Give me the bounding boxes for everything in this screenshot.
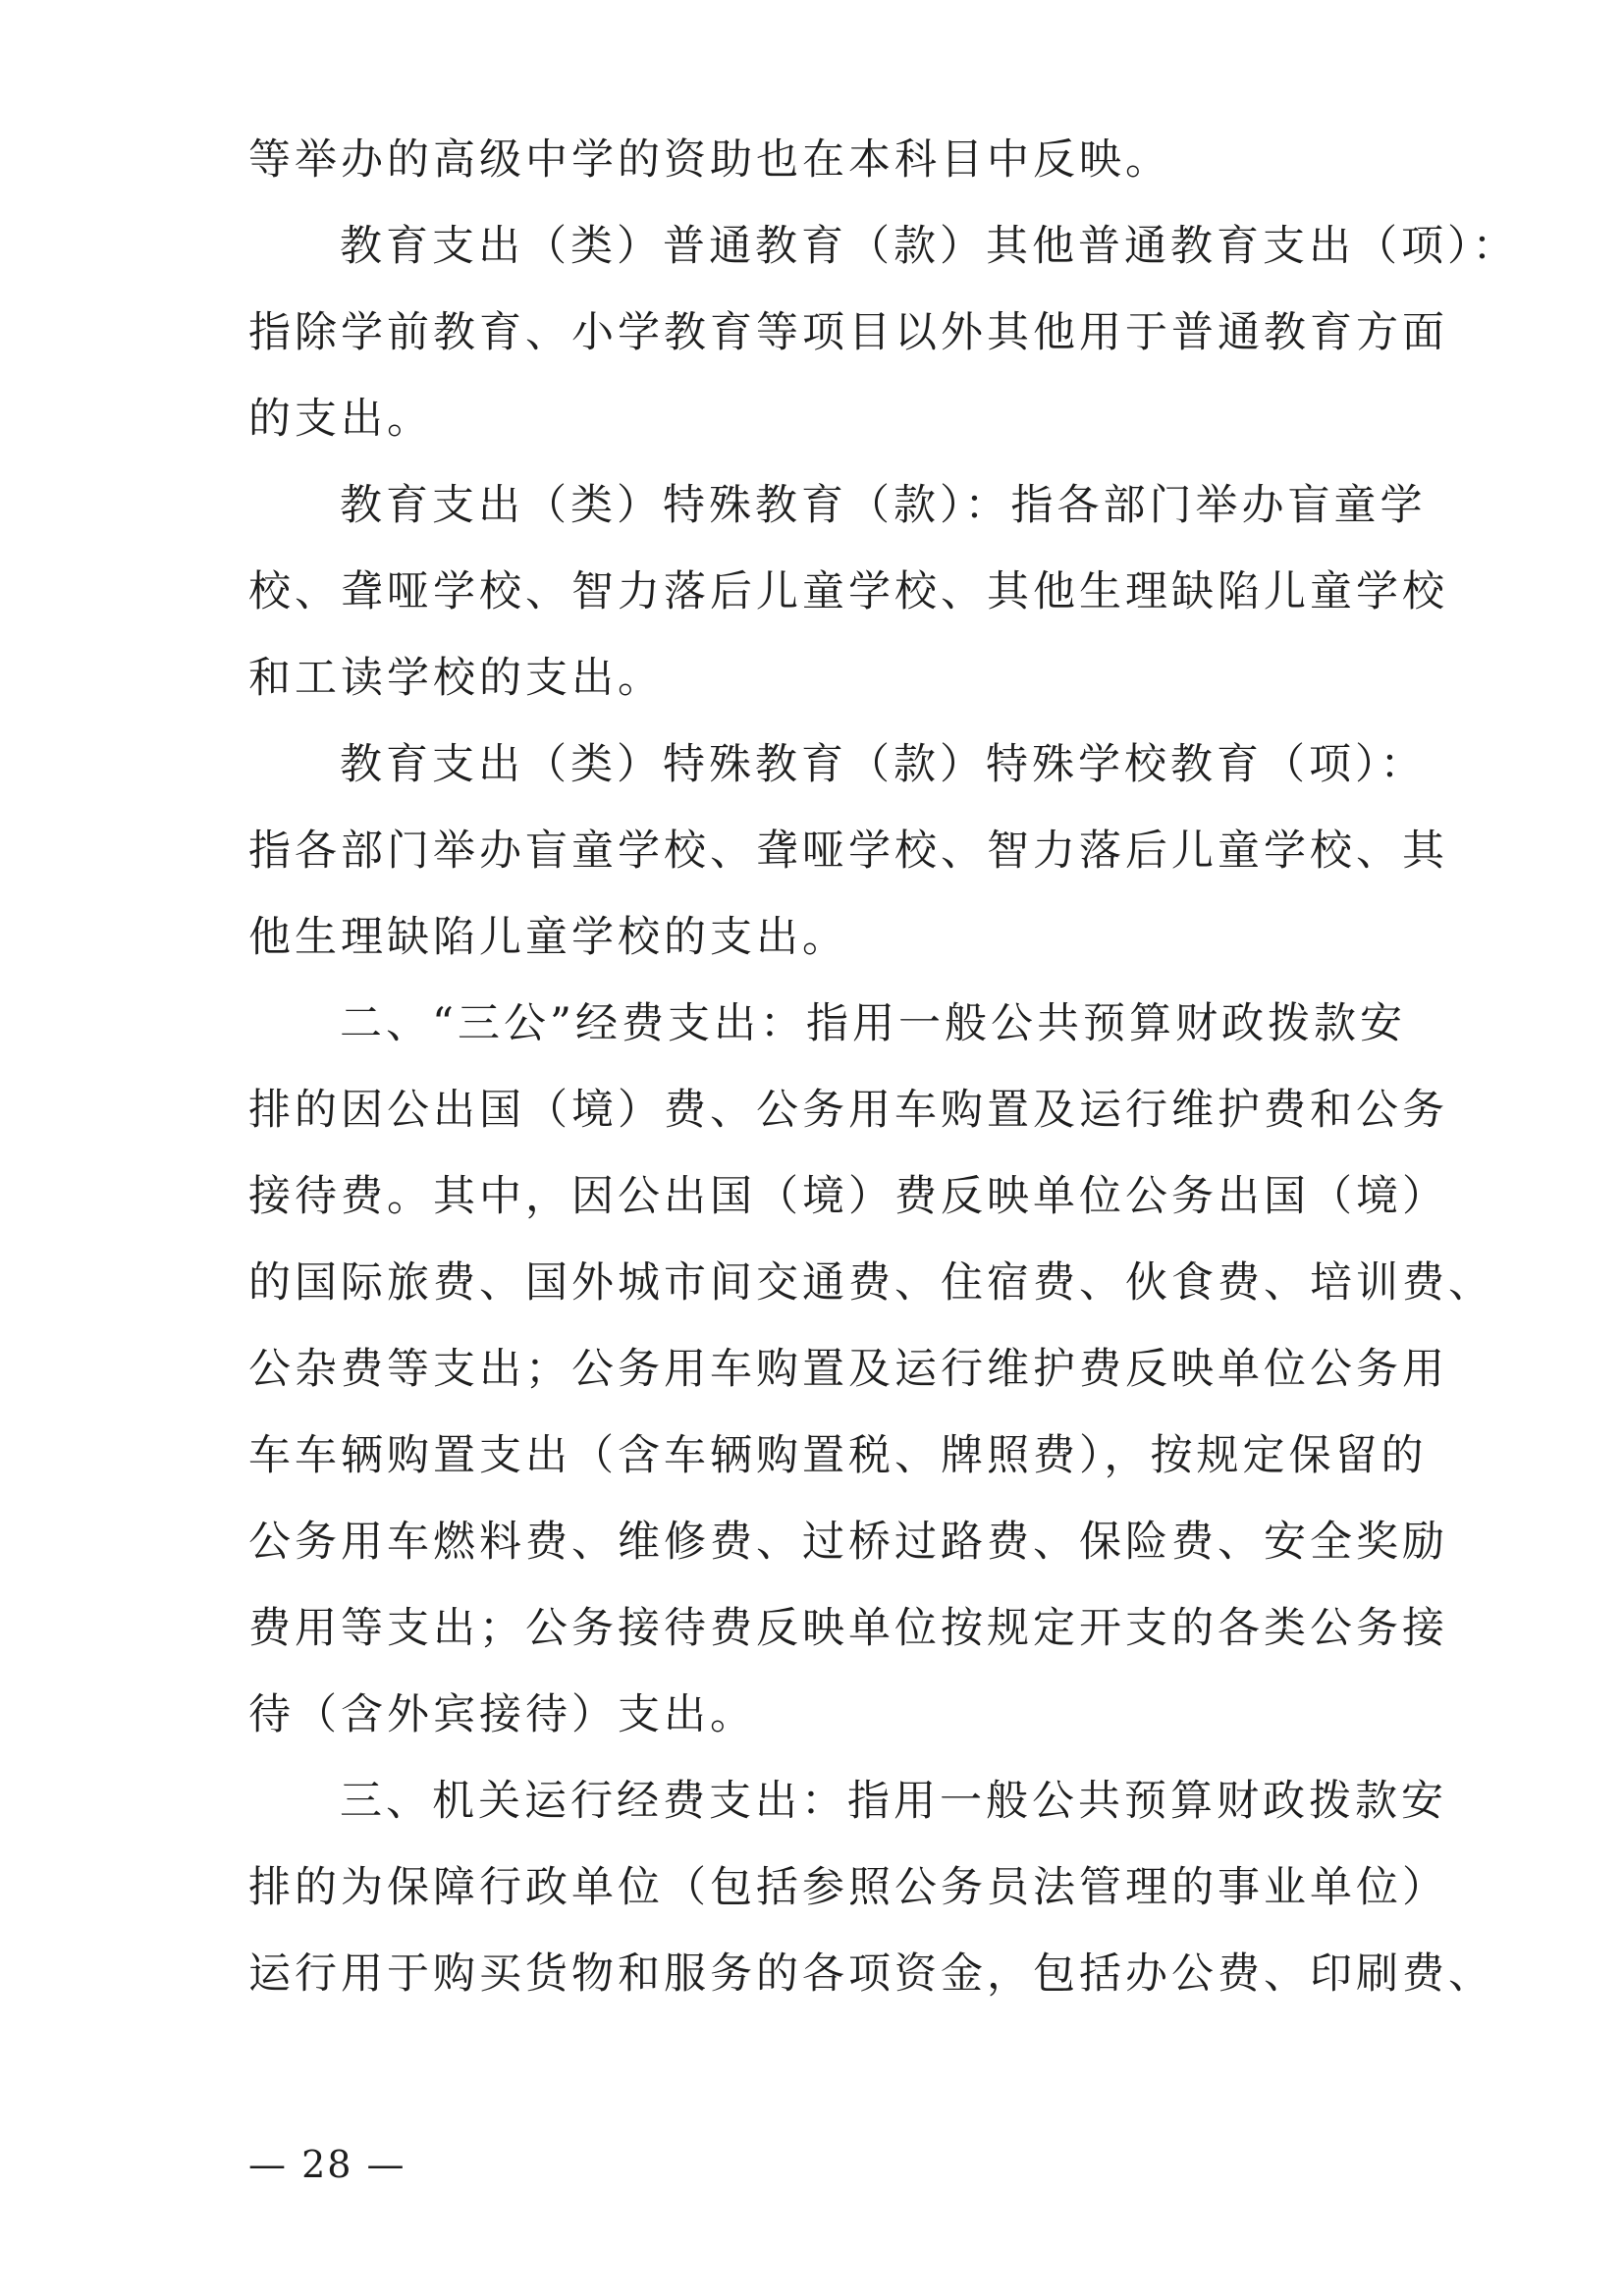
paragraph-5-line-1: 二、“三公”经费支出：指用一般公共预算财政拨款安 — [340, 999, 1406, 1048]
paragraph-3-line-3: 和工读学校的支出。 — [248, 654, 664, 703]
paragraph-5-line-4: 的国际旅费、国外城市间交通费、住宿费、伙食费、培训费、 — [248, 1258, 1494, 1308]
paragraph-5-line-8: 费用等支出；公务接待费反映单位按规定开支的各类公务接 — [248, 1604, 1448, 1653]
page-number: — 28 — — [248, 2143, 406, 2186]
paragraph-2-line-3: 的支出。 — [248, 395, 433, 444]
paragraph-6-line-2: 排的为保障行政单位（包括参照公务员法管理的事业单位） — [248, 1863, 1448, 1912]
paragraph-4-line-3: 他生理缺陷儿童学校的支出。 — [248, 913, 848, 962]
paragraph-6-line-3: 运行用于购买货物和服务的各项资金，包括办公费、印刷费、 — [248, 1949, 1494, 1999]
paragraph-2-line-1: 教育支出（类）普通教育（款）其他普通教育支出（项）： — [340, 222, 1519, 271]
paragraph-2-line-2: 指除学前教育、小学教育等项目以外其他用于普通教育方面 — [248, 308, 1448, 357]
paragraph-5-line-7: 公务用车燃料费、维修费、过桥过路费、保险费、安全奖励 — [248, 1518, 1448, 1567]
paragraph-3-line-2: 校、聋哑学校、智力落后儿童学校、其他生理缺陷儿童学校 — [248, 567, 1448, 616]
paragraph-5-line-9: 待（含外宾接待）支出。 — [248, 1690, 756, 1739]
paragraph-5-line-2: 排的因公出国（境）费、公务用车购置及运行维护费和公务 — [248, 1086, 1448, 1135]
paragraph-6-line-1: 三、机关运行经费支出：指用一般公共预算财政拨款安 — [340, 1777, 1447, 1826]
paragraph-3-line-1: 教育支出（类）特殊教育（款）：指各部门举办盲童学 — [340, 481, 1427, 530]
paragraph-5-line-3: 接待费。其中，因公出国（境）费反映单位公务出国（境） — [248, 1172, 1448, 1221]
paragraph-4-line-1: 教育支出（类）特殊教育（款）特殊学校教育（项）： — [340, 740, 1427, 789]
paragraph-5-line-6: 车车辆购置支出（含车辆购置税、牌照费），按规定保留的 — [248, 1431, 1428, 1480]
paragraph-5-line-5: 公杂费等支出；公务用车购置及运行维护费反映单位公务用 — [248, 1345, 1448, 1394]
paragraph-1-line-1: 等举办的高级中学的资助也在本科目中反映。 — [248, 135, 1171, 185]
paragraph-4-line-2: 指各部门举办盲童学校、聋哑学校、智力落后儿童学校、其 — [248, 827, 1448, 876]
